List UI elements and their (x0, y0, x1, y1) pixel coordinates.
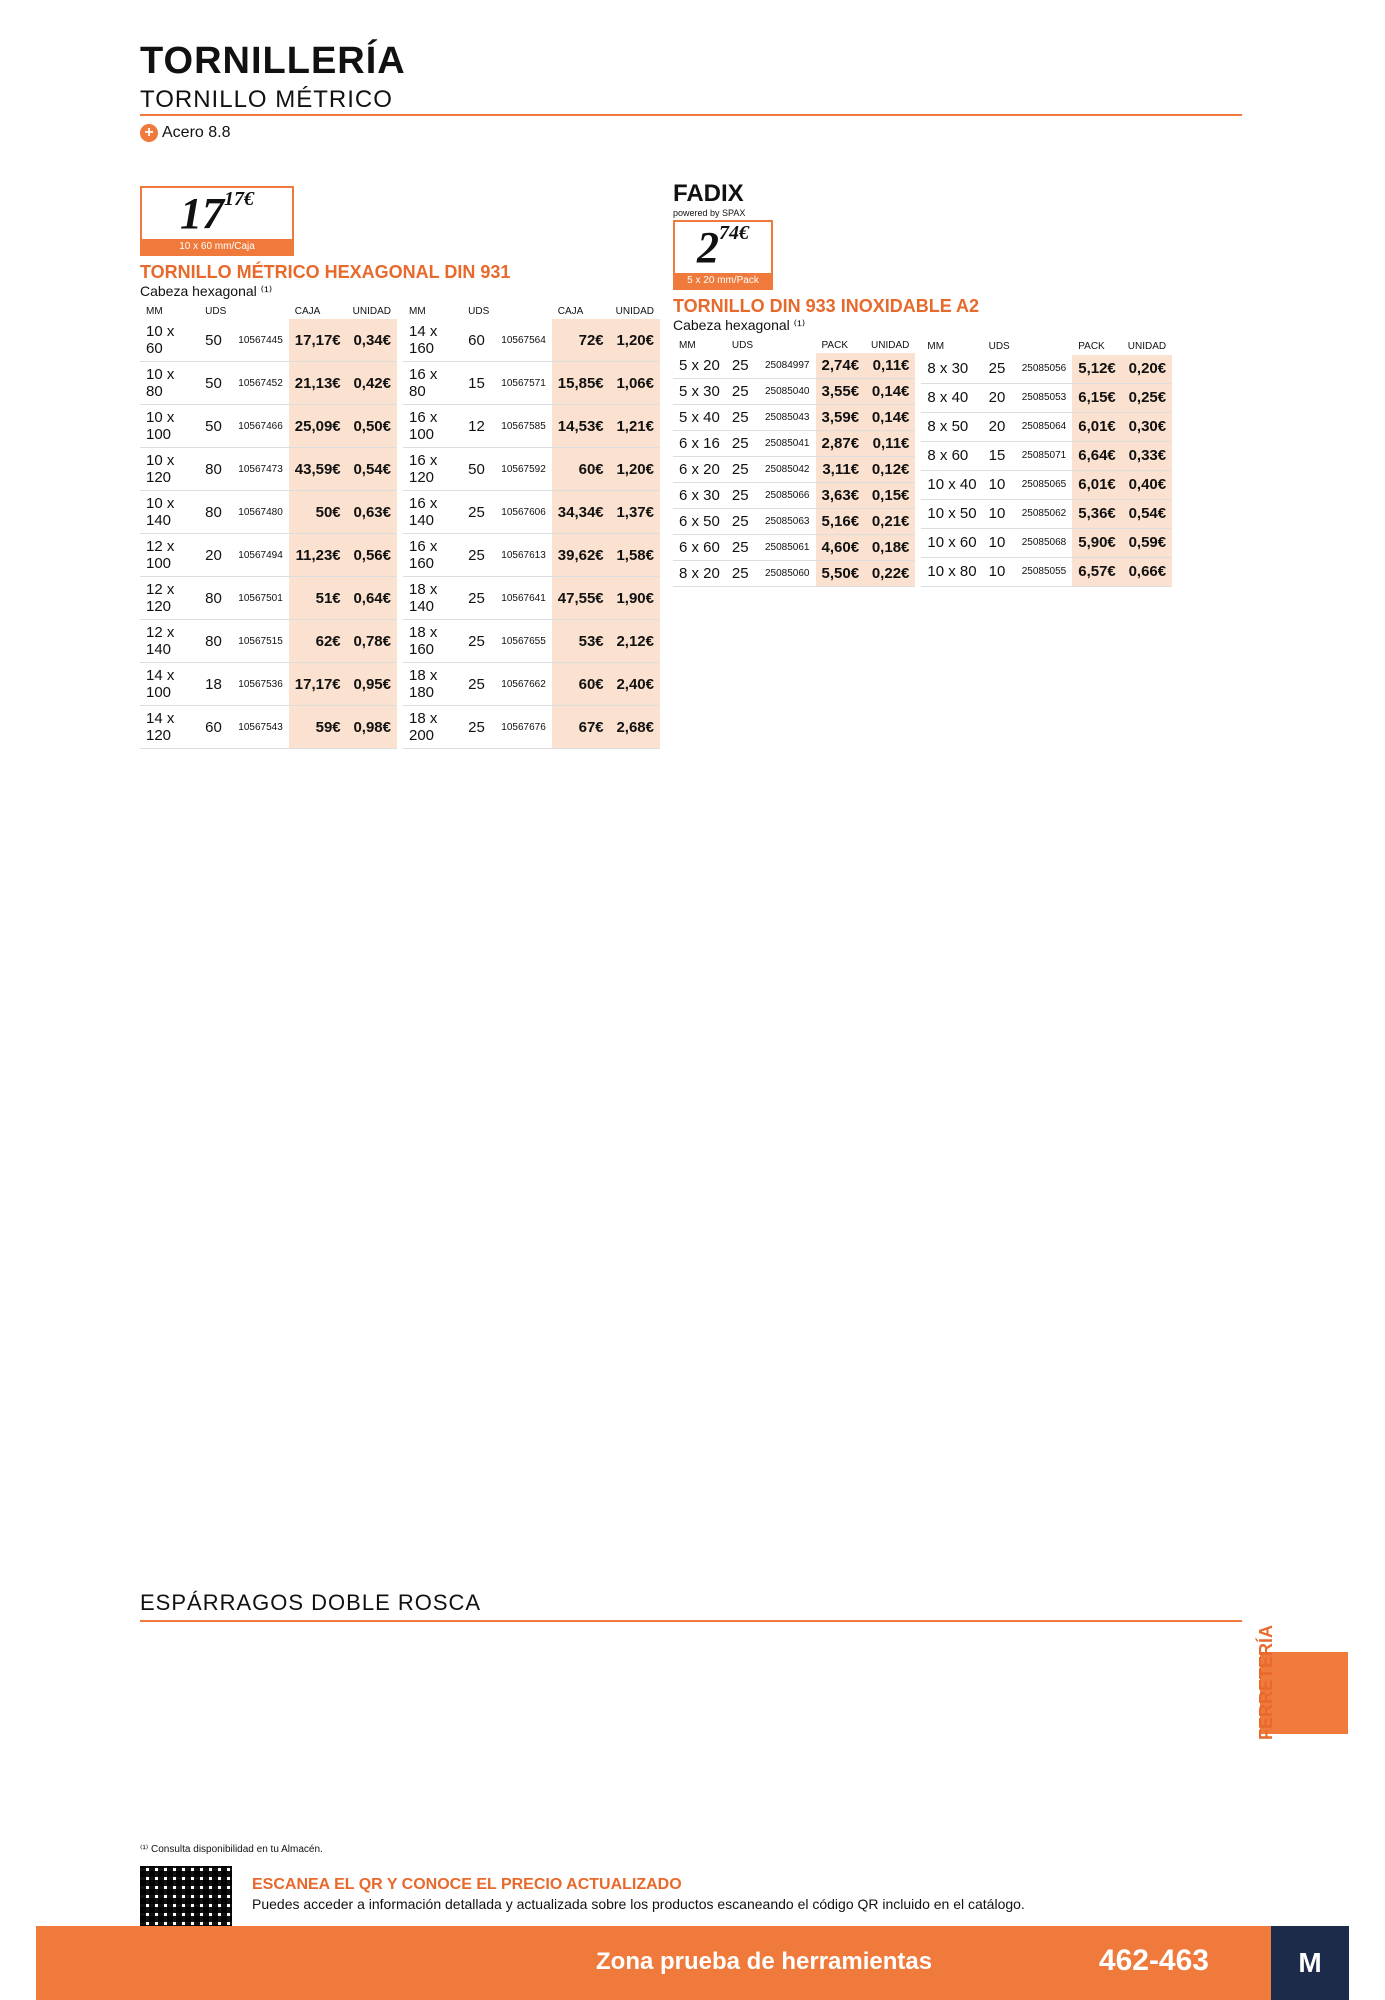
cell: 2,12€ (610, 620, 660, 663)
table-row (673, 561, 915, 587)
cell: 6 x 16 (673, 431, 726, 457)
table-row (140, 706, 397, 749)
section-title: ESPÁRRAGOS DOBLE ROSCA (140, 1590, 482, 1615)
cell: 10 (983, 557, 1016, 586)
price-unit: € (244, 188, 254, 210)
col-header: UDS (988, 340, 1010, 352)
cell: 0,66€ (1122, 557, 1172, 586)
cell: 5,12€ (1072, 355, 1122, 383)
page-numbers: 462-463 (1098, 1944, 1209, 1977)
cell: 3,59€ (816, 405, 866, 431)
product-desc: Cabeza hexagonal ⁽¹⁾ (140, 283, 273, 299)
cell: 1,90€ (610, 577, 660, 620)
cell: 12 x 100 (140, 534, 199, 577)
cell: 1,58€ (610, 534, 660, 577)
cell: 1,20€ (610, 448, 660, 491)
cell: 25 (726, 561, 759, 587)
cell: 25085053 (1016, 383, 1073, 412)
cell: 12 (462, 405, 495, 448)
table-row (140, 362, 397, 405)
cell: 20 (983, 412, 1016, 441)
cell: 43,59€ (289, 448, 347, 491)
col-header: UNIDAD (1127, 340, 1167, 352)
cell: 10 (983, 499, 1016, 528)
qr-title: ESCANEA EL QR Y CONOCE EL PRECIO ACTUALIZADO (252, 1876, 682, 1893)
cell: 0,33€ (1122, 441, 1172, 470)
product-table (673, 338, 915, 587)
cell: 80 (199, 491, 232, 534)
cell: 10 x 80 (140, 362, 199, 405)
cell: 15,85€ (552, 362, 610, 405)
cell: 25 (462, 620, 495, 663)
cell: 6 x 30 (673, 483, 726, 509)
price-box (140, 186, 294, 256)
cell: 50 (199, 319, 232, 362)
divider (140, 114, 1242, 116)
product-table (921, 338, 1172, 587)
table-row (140, 405, 397, 448)
cell: 0,15€ (865, 483, 915, 509)
cell: 0,22€ (865, 561, 915, 587)
table-row (140, 534, 397, 577)
cell: 25 (462, 663, 495, 706)
cell: 50 (199, 405, 232, 448)
cell: 25085043 (759, 405, 816, 431)
plus-icon: + (140, 124, 158, 142)
table-row (140, 577, 397, 620)
cell: 14 x 100 (140, 663, 199, 706)
product-desc: Cabeza hexagonal ⁽¹⁾ (673, 317, 806, 333)
cell: 60€ (552, 663, 610, 706)
price-box (673, 220, 773, 290)
table-row (921, 412, 1172, 441)
cell: 0,12€ (865, 457, 915, 483)
col-header: MM (679, 340, 696, 351)
cell: 25085041 (759, 431, 816, 457)
product-table (140, 304, 397, 749)
price (142, 188, 292, 239)
table-row (403, 706, 660, 749)
cell: 10567606 (495, 491, 552, 534)
cell: 25 (462, 706, 495, 749)
cell: 25084997 (759, 353, 816, 379)
material-badge (140, 124, 230, 142)
cell: 6,15€ (1072, 383, 1122, 412)
col-header: UNIDAD (871, 340, 910, 351)
cell: 6 x 60 (673, 535, 726, 561)
cell: 0,54€ (1122, 499, 1172, 528)
table-row (921, 355, 1172, 383)
cell: 10 x 50 (921, 499, 982, 528)
cell: 80 (199, 448, 232, 491)
cell: 8 x 50 (921, 412, 982, 441)
table-row (921, 557, 1172, 586)
cell: 25085065 (1016, 470, 1073, 499)
cell: 2,87€ (816, 431, 866, 457)
cell: 3,55€ (816, 379, 866, 405)
cell: 10567662 (495, 663, 552, 706)
cell: 10 x 80 (921, 557, 982, 586)
cell: 1,37€ (610, 491, 660, 534)
col-header: CAJA (557, 306, 584, 317)
cell: 25 (726, 405, 759, 431)
cell: 4,60€ (816, 535, 866, 561)
table-row (403, 319, 660, 362)
cell: 25 (462, 534, 495, 577)
table-row (921, 470, 1172, 499)
cell: 10567536 (232, 663, 289, 706)
col-header: UNIDAD (352, 306, 391, 317)
cell: 6,01€ (1072, 412, 1122, 441)
cell: 8 x 40 (921, 383, 982, 412)
cell: 0,56€ (347, 534, 397, 577)
cell: 0,14€ (865, 405, 915, 431)
product-table (403, 304, 660, 749)
cell: 25085066 (759, 483, 816, 509)
table-row (403, 663, 660, 706)
badge-label: Acero 8.8 (162, 124, 231, 141)
table-row (673, 483, 915, 509)
cell: 0,14€ (865, 379, 915, 405)
cell: 0,11€ (865, 353, 915, 379)
cell: 0,78€ (347, 620, 397, 663)
divider (140, 1620, 1242, 1622)
cell: 25085056 (1016, 355, 1073, 383)
cell: 10567494 (232, 534, 289, 577)
cell: 25085064 (1016, 412, 1073, 441)
cell: 51€ (289, 577, 347, 620)
cell: 0,50€ (347, 405, 397, 448)
table-header (403, 304, 660, 319)
cell: 25,09€ (289, 405, 347, 448)
col-header (759, 338, 816, 353)
cell: 25 (726, 535, 759, 561)
cell: 1,21€ (610, 405, 660, 448)
cell: 0,42€ (347, 362, 397, 405)
cell: 15 (462, 362, 495, 405)
cell: 67€ (552, 706, 610, 749)
cell: 6 x 50 (673, 509, 726, 535)
cell: 3,63€ (816, 483, 866, 509)
cell: 6 x 20 (673, 457, 726, 483)
price-dec: 74 (719, 222, 739, 244)
table-header (673, 338, 915, 353)
cell: 14 x 120 (140, 706, 199, 749)
price (675, 222, 771, 273)
col-header: UDS (468, 306, 490, 317)
table-row (673, 509, 915, 535)
cell: 17,17€ (289, 663, 347, 706)
cell: 11,23€ (289, 534, 347, 577)
cell: 25085061 (759, 535, 816, 561)
price-foot: 10 x 60 mm/Caja (142, 239, 292, 254)
cell: 25085068 (1016, 528, 1073, 557)
cell: 8 x 30 (921, 355, 982, 383)
cell: 53€ (552, 620, 610, 663)
cell: 5,50€ (816, 561, 866, 587)
table-row (673, 379, 915, 405)
cell: 8 x 20 (673, 561, 726, 587)
table-row (140, 663, 397, 706)
cell: 18 (199, 663, 232, 706)
col-header: PACK (821, 340, 848, 351)
section-subtitle: TORNILLO MÉTRICO (140, 86, 393, 113)
cell: 5,36€ (1072, 499, 1122, 528)
qr-desc: Puedes acceder a información detallada y actualizada sobre los productos escaneando el código QR incluido en el catálogo. (252, 1896, 1025, 1912)
cell: 10567515 (232, 620, 289, 663)
cell: 10567613 (495, 534, 552, 577)
cell: 10567543 (232, 706, 289, 749)
cell: 0,21€ (865, 509, 915, 535)
cell: 62€ (289, 620, 347, 663)
cell: 10 (983, 528, 1016, 557)
col-header: MM (409, 306, 426, 317)
cell: 25085042 (759, 457, 816, 483)
footnote: ⁽¹⁾ Consulta disponibilidad en tu Almacén. (140, 1844, 323, 1855)
price-dec: 17 (224, 188, 244, 210)
cell: 18 x 200 (403, 706, 462, 749)
side-label: FERRETERÍA (1256, 1624, 1276, 1740)
table-row (140, 319, 397, 362)
col-header (495, 304, 552, 319)
table-row (673, 353, 915, 379)
cell: 25085062 (1016, 499, 1073, 528)
table-row (921, 383, 1172, 412)
cell: 14 x 160 (403, 319, 462, 362)
table-header (140, 304, 397, 319)
cell: 25 (726, 353, 759, 379)
cell: 10567571 (495, 362, 552, 405)
cell: 10567445 (232, 319, 289, 362)
table-row (403, 534, 660, 577)
col-header (1016, 338, 1073, 355)
table-row (140, 620, 397, 663)
cell: 12 x 120 (140, 577, 199, 620)
col-header: UDS (205, 306, 227, 317)
cell: 10567466 (232, 405, 289, 448)
cell: 16 x 120 (403, 448, 462, 491)
table-row (403, 491, 660, 534)
product-din931 (140, 124, 660, 749)
cell: 5,16€ (816, 509, 866, 535)
cell: 16 x 160 (403, 534, 462, 577)
cell: 10567501 (232, 577, 289, 620)
col-header: MM (927, 340, 945, 352)
cell: 25085060 (759, 561, 816, 587)
cell: 0,64€ (347, 577, 397, 620)
cell: 2,74€ (816, 353, 866, 379)
cell: 25085063 (759, 509, 816, 535)
cell: 25 (462, 577, 495, 620)
cell: 10567655 (495, 620, 552, 663)
cell: 12 x 140 (140, 620, 199, 663)
col-header: PACK (1078, 340, 1105, 352)
cell: 0,54€ (347, 448, 397, 491)
cell: 60 (462, 319, 495, 362)
cell: 1,20€ (610, 319, 660, 362)
cell: 1,06€ (610, 362, 660, 405)
table-row (403, 448, 660, 491)
col-header (232, 304, 289, 319)
cell: 25 (726, 509, 759, 535)
cell: 25085071 (1016, 441, 1073, 470)
cell: 16 x 140 (403, 491, 462, 534)
product-name: TORNILLO DIN 933 INOXIDABLE A2 (673, 296, 980, 316)
table-row (403, 362, 660, 405)
cell: 0,34€ (347, 319, 397, 362)
table-row (673, 457, 915, 483)
table-row (403, 577, 660, 620)
cell: 0,20€ (1122, 355, 1172, 383)
cell: 18 x 160 (403, 620, 462, 663)
cell: 6,57€ (1072, 557, 1122, 586)
col-header: MM (146, 306, 163, 317)
cell: 14,53€ (552, 405, 610, 448)
brand-logo: FADIX (673, 180, 744, 207)
col-header: CAJA (294, 306, 321, 317)
cell: 80 (199, 577, 232, 620)
cell: 10567592 (495, 448, 552, 491)
cell: 10 (983, 470, 1016, 499)
cell: 0,30€ (1122, 412, 1172, 441)
cell: 10567480 (232, 491, 289, 534)
cell: 10 x 100 (140, 405, 199, 448)
cell: 5 x 30 (673, 379, 726, 405)
cell: 25085040 (759, 379, 816, 405)
brand-sub: powered by SPAX (673, 208, 746, 218)
price-int: 17 (180, 189, 224, 238)
cell: 20 (983, 383, 1016, 412)
cell: 50€ (289, 491, 347, 534)
cell: 39,62€ (552, 534, 610, 577)
cell: 50 (462, 448, 495, 491)
table-row (140, 491, 397, 534)
table-header (921, 338, 1172, 355)
cell: 10567564 (495, 319, 552, 362)
cell: 25 (726, 457, 759, 483)
cell: 25 (462, 491, 495, 534)
cell: 0,11€ (865, 431, 915, 457)
price-int: 2 (697, 223, 719, 272)
cell: 34,34€ (552, 491, 610, 534)
cell: 10 x 60 (921, 528, 982, 557)
footer-bar (36, 1926, 1349, 2000)
cell: 2,68€ (610, 706, 660, 749)
cell: 10567585 (495, 405, 552, 448)
cell: 6,01€ (1072, 470, 1122, 499)
cell: 10 x 140 (140, 491, 199, 534)
table-row (673, 405, 915, 431)
cell: 10567452 (232, 362, 289, 405)
table-wrap (140, 304, 660, 749)
cell: 5 x 20 (673, 353, 726, 379)
table-row (921, 499, 1172, 528)
cell: 18 x 140 (403, 577, 462, 620)
cell: 72€ (552, 319, 610, 362)
cell: 25 (726, 379, 759, 405)
cell: 18 x 180 (403, 663, 462, 706)
cell: 25 (983, 355, 1016, 383)
table-row (403, 620, 660, 663)
cell: 0,95€ (347, 663, 397, 706)
cell: 16 x 100 (403, 405, 462, 448)
cell: 60 (199, 706, 232, 749)
cell: 47,55€ (552, 577, 610, 620)
cell: 50 (199, 362, 232, 405)
cell: 10 x 60 (140, 319, 199, 362)
cell: 25 (726, 483, 759, 509)
cell: 3,11€ (816, 457, 866, 483)
cell: 10567676 (495, 706, 552, 749)
product-din933 (673, 180, 1243, 587)
cell: 10567473 (232, 448, 289, 491)
col-header: UDS (731, 340, 753, 351)
product-name: TORNILLO MÉTRICO HEXAGONAL DIN 931 (140, 262, 511, 282)
cell: 0,63€ (347, 491, 397, 534)
price-foot: 5 x 20 mm/Pack (675, 273, 771, 288)
cell: 15 (983, 441, 1016, 470)
page-title: TORNILLERÍA (140, 40, 406, 82)
cell: 0,25€ (1122, 383, 1172, 412)
table-row (140, 448, 397, 491)
cell: 0,40€ (1122, 470, 1172, 499)
cell: 21,13€ (289, 362, 347, 405)
cell: 5 x 40 (673, 405, 726, 431)
cell: 5,90€ (1072, 528, 1122, 557)
cell: 10567641 (495, 577, 552, 620)
cell: 0,98€ (347, 706, 397, 749)
price-unit: € (739, 222, 749, 244)
cell: 10 x 40 (921, 470, 982, 499)
cell: 2,40€ (610, 663, 660, 706)
cell: 10 x 120 (140, 448, 199, 491)
cell: 60€ (552, 448, 610, 491)
table-row (673, 535, 915, 561)
cell: 8 x 60 (921, 441, 982, 470)
footer-center: Zona prueba de herramientas (596, 1948, 933, 1975)
table-row (403, 405, 660, 448)
table-row (673, 431, 915, 457)
cell: 17,17€ (289, 319, 347, 362)
col-header: UNIDAD (615, 306, 654, 317)
cell: 0,18€ (865, 535, 915, 561)
cell: 16 x 80 (403, 362, 462, 405)
cell: 6,64€ (1072, 441, 1122, 470)
cell: 80 (199, 620, 232, 663)
cell: 25085055 (1016, 557, 1073, 586)
cell: 59€ (289, 706, 347, 749)
table-row (921, 441, 1172, 470)
table-wrap (673, 338, 1243, 587)
brand-mark: M (1271, 1926, 1349, 2000)
cell: 0,59€ (1122, 528, 1172, 557)
cell: 20 (199, 534, 232, 577)
table-row (921, 528, 1172, 557)
cell: 25 (726, 431, 759, 457)
